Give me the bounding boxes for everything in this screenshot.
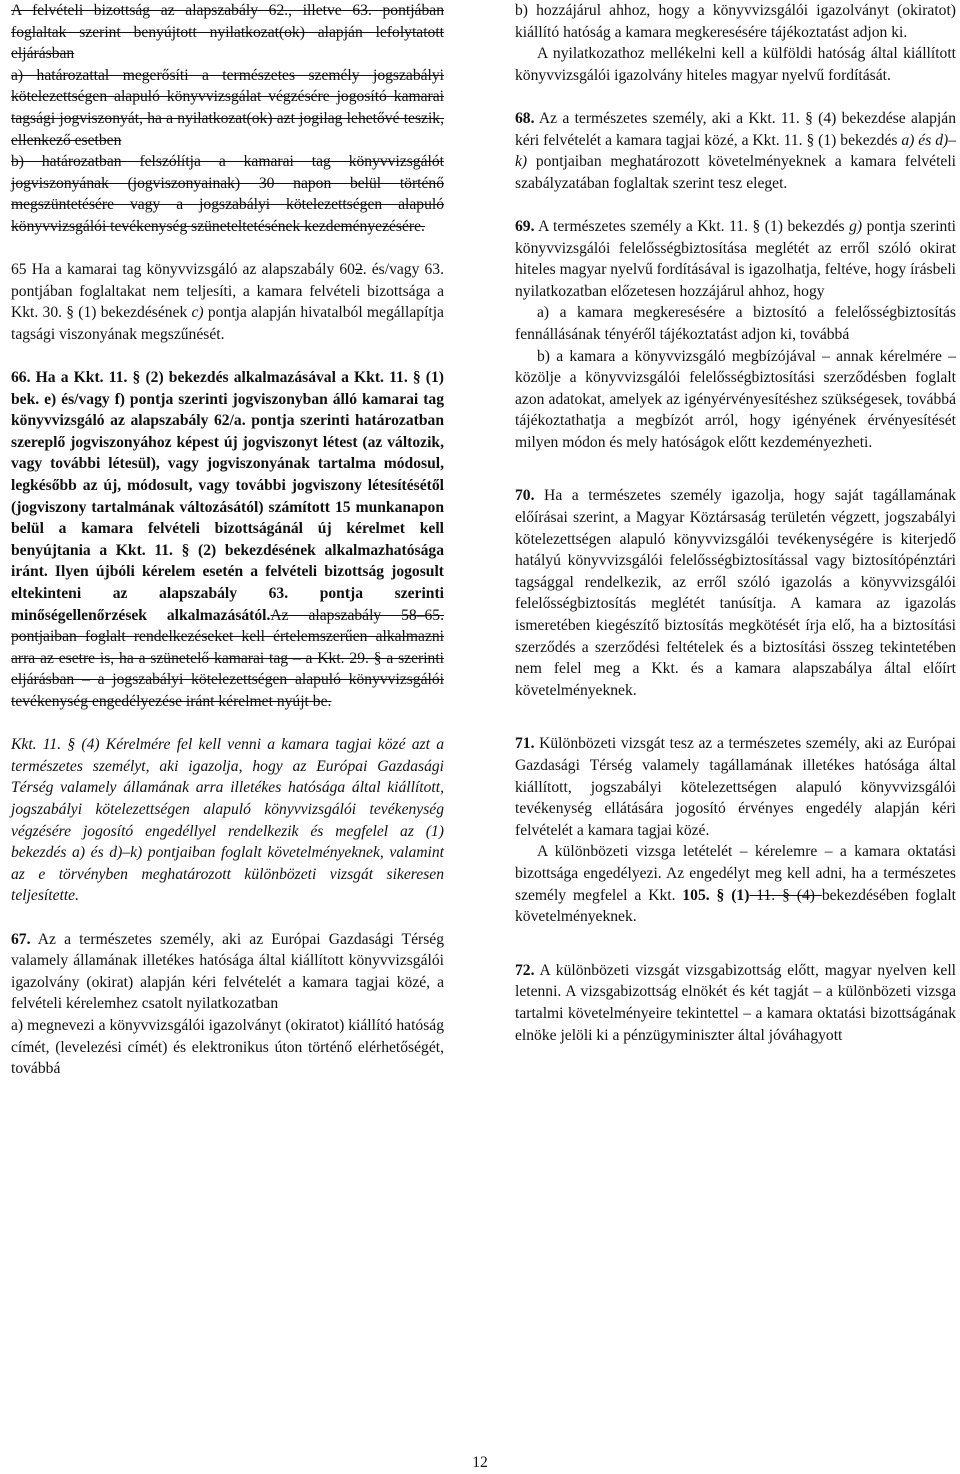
paragraph-number: 72. <box>515 961 535 979</box>
deleted-paragraph-a: a) határozattal megerősíti a természetes személy jogszabályi kötelezettségen alapuló könyvvizsgálat végzésére jogosító kamarai tagsági jogviszonyát, ha a nyilatkozat(ok) azt jogilag lehetővé teszik, ellenkező esetben <box>11 66 444 149</box>
paragraph-text: pontja alapján hivatalból megállapítja tagsági viszonyának megszűnését. <box>11 304 444 343</box>
paragraph-text: A különbözeti vizsga letételét – kérelemre – a kamara oktatási bizottsága engedélyezi. Az engedélyt meg kell adni, ha a természetes személy megfelel a Kkt. <box>515 843 956 904</box>
paragraph-text: Az a természetes személy, aki az Európai Gazdasági Térség valamely államának illetékes hatósága által kiállított könyvvizsgálói igazolvány (okirat) alapján kéri felvételét a kamara tagjai közé, a felvételi kérelemhez csatolt nyilatkozatban <box>11 930 444 1013</box>
right-column <box>515 0 956 1046</box>
paragraph-71-second <box>515 841 956 927</box>
paragraph-65 <box>11 259 444 345</box>
paragraph-66 <box>11 367 444 713</box>
point-ref: g) <box>849 217 863 235</box>
paragraph-text: Ha a kamarai tag könyvvizsgáló az alapszabály 60 <box>26 261 355 279</box>
paragraph-67-a: a) megnevezi a könyvvizsgálói igazolványt (okiratot) kiállító hatóság címét, (levelezési címét) és elektronikus úton történő elérhetőségét, továbbá <box>11 1016 444 1078</box>
page-number: 12 <box>472 1454 488 1471</box>
deleted-text: 11. § (4) <box>749 886 822 904</box>
paragraph-number: 70. <box>515 487 535 505</box>
paragraph-69-b: b) a kamara a könyvvizsgáló megbízójával – annak kérelmére – közölje a könyvvizsgálói felelősségbiztosítási szerződésben foglalt azon adatokat, amelyek az igényérvényesítéshez szükségesek, továbbá tájékoztathatja a megbízót arról, hogy igényének érvényesítését milyen módon és mely hatóságok előtt kezdeményezheti. <box>515 347 956 451</box>
point-ref: a) és d)–k) <box>515 131 956 171</box>
left-column <box>11 0 444 1080</box>
paragraph-text: A különbözeti vizsgát vizsgabizottság előtt, magyar nyelven kell letenni. A vizsgabizottság elnökét és két tagját – a különbözeti vizsga tartalmi követelményeire tekintettel – a kamara oktatási bizottságának elnöke jelöli ki a pénzügyminiszter által jóváhagyott <box>515 961 956 1044</box>
paragraph-67-b: b) hozzájárul ahhoz, hogy a könyvvizsgálói igazolványt (okiratot) kiállító hatóság a kamara megkeresésére tájékoztatást adjon ki. <box>515 2 956 41</box>
paragraph-72 <box>515 960 956 1046</box>
paragraph-text: . és/vagy 63. pontjában foglaltakat nem teljesíti, a kamara felvételi bizottsága a Kkt. 30. § (1) bekezdésének <box>11 261 444 322</box>
paragraph-text: A természetes személy a Kkt. 11. § (1) bekezdés <box>534 217 850 235</box>
law-quote-kkt-11-4: Kkt. 11. § (4) Kérelmére fel kell venni a kamara tagjai közé azt a természetes személyt, aki igazolja, hogy az Európai Gazdasági Térség valamely államának arra illetékes hatósága által kiállított, jogszabályi kötelezettségen alapuló könyvvizsgálói tevékenység végzésére jogosító engedéllyel rendelkezik és megfelel az (1) bekezdés a) és d)–k) pontjaiban foglalt követelményeknek, valamint az e törvényben meghatározott különbözeti vizsgát sikeresen teljesítette. <box>11 736 444 905</box>
inserted-ref: 105. § (1) <box>682 886 750 904</box>
paragraph-number: 71. <box>515 735 535 753</box>
paragraph-text: pontjaiban meghatározott követelményeknek a kamara felvételi szabályzatában foglaltak szerint tesz eleget. <box>515 153 956 192</box>
paragraph-67 <box>11 929 444 1015</box>
paragraph-number: 65 <box>11 261 27 279</box>
paragraph-text: pontja szerinti könyvvizsgálói felelősségbiztosítása meglétét az erről szóló okirat hiteles magyar nyelvű fordításával is igazolhatja, feltéve, hogy írásbeli nyilatkozatban előzetesen hozzájárul ahhoz, hogy <box>515 217 957 300</box>
paragraph-number: 69. <box>515 217 535 235</box>
point-ref: c) <box>191 304 204 322</box>
deleted-text: Az alapszabály 58–65. pontjaiban foglalt rendelkezéseket kell értelemszerűen alkalmazni arra az esetre is, ha a szünetelő kamarai tag – a Kkt. 29. § a szerinti eljárásban – a jogszabályi kötelezettségen alapuló könyvvizsgálói tevékenység engedélyezése iránt kérelmet nyújt be. <box>11 606 444 710</box>
paragraph-number: 67. <box>11 930 31 948</box>
paragraph-text: Ha a természetes személy igazolja, hogy saját tagállamának előírásai szerint, a Magyar Köztársaság területén végzett, jogszabályi kötelezettségen alapuló könyvvizsgálói tevékenységére is kiterjedő hatályú könyvvizsgálói felelősségbiztosítással vagy biztosítópénztári tagsággal rendelkezik, az erről szóló igazolás a könyvvizsgálói felelősségbiztosítás meglétét tanúsítja. A kamara az igazolás ismeretében kiegészítő biztosítás megkötését írja elő, ha a biztosítási szerződés a szerződési feltételek és a biztosítási összeg tekintetében nem felel meg a Kkt. és a kamara alapszabálya által előírt követelményeknek. <box>515 487 956 699</box>
paragraph-number: 68. <box>515 109 535 127</box>
paragraph-70 <box>515 485 956 701</box>
paragraph-69 <box>515 216 956 302</box>
paragraph-text: Különbözeti vizsgát tesz az a természetes személy, aki az Európai Gazdasági Térség valamely tagállamának illetékes hatósága által kiállított, jogszabályi kötelezettségen alapuló könyvvizsgálói tevékenység ellátására jogosító érvényes engedély alapján kéri felvételét a kamara tagjai közé. <box>515 735 956 839</box>
paragraph-71 <box>515 733 956 841</box>
paragraph-text: Az a természetes személy, aki a Kkt. 11. § (4) bekezdése alapján kéri felvételét a kamara tagjai közé, a Kkt. 11. § (1) bekezdés <box>515 109 956 149</box>
paragraph-text: bekezdésében foglalt követelményeknek. <box>515 886 956 926</box>
paragraph-68 <box>515 108 956 194</box>
deleted-paragraph-intro: A felvételi bizottság az alapszabály 62., illetve 63. pontjában foglaltak szerint benyújtott nyilatkozat(ok) alapján lefolytatott eljárásban <box>11 2 444 63</box>
inserted-bold-text: 66. Ha a Kkt. 11. § (2) bekezdés alkalmazásával a Kkt. 11. § (1) bek. e) és/vagy f) pontja szerinti jogviszonyban álló kamarai tag könyvvizsgáló az alapszabály 62/a. pontja szerinti határozatban szereplő jogviszonyához képest új jogviszonyt létest (az változik, vagy további létesül), vagy jogviszonyának tartalma módosul, legkésőbb az új, módosult, vagy további jogviszony létesítésétől (jogviszony tartalmának változásától) számított 15 munkanapon belül a kamara felvételi bizottságánál új kérelmet kell benyújtania a Kkt. 11. § (2) bekezdésének alkalmazhatósága iránt. Ilyen újbóli kérelem esetén a felvételi bizottság jogosult eltekinteni az alapszabály 63. pontja szerinti minőségellenőrzések alkalmazásától. <box>11 369 444 624</box>
deleted-text: 2 <box>354 261 363 279</box>
paragraph-69-a: a) a kamara megkeresésére a biztosító a felelősségbiztosítás fennállásának tényéről tájékoztatást adjon ki, továbbá <box>515 304 956 343</box>
deleted-paragraph-b: b) határozatban felszólítja a kamarai tag könyvvizsgálót jogviszonyának (jogviszonyainak) 30 napon belül történő megszüntetésére vagy a jogszabályi kötelezettségen alapuló könyvvizsgálói tevékenység szüneteltetésének kezdeményezésére. <box>11 153 444 235</box>
paragraph-67-annex: A nyilatkozathoz mellékelni kell a külföldi hatóság által kiállított könyvvizsgálói igazolvány hiteles magyar nyelvű fordítását. <box>515 45 956 84</box>
